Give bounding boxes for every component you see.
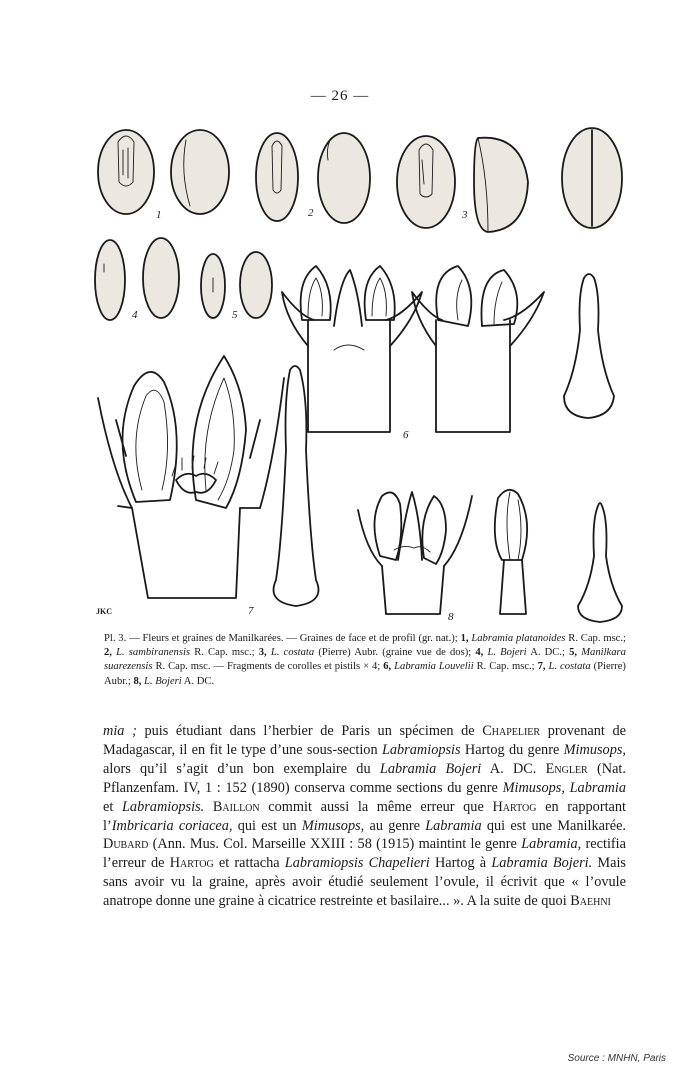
body-italic: Labramiopsis. — [121, 798, 205, 815]
artist-signature: JKC — [96, 607, 112, 616]
caption-text: R. Cap. msc. — Fragments de corolles et pistils × 4; — [155, 661, 381, 673]
body-text: et rattacha — [218, 855, 280, 872]
body-italic: Mimusops, — [563, 741, 626, 758]
seed-figure-3 — [397, 128, 622, 232]
body-text: et — [103, 798, 114, 815]
body-italic: Mimusops, Labramia — [502, 779, 626, 796]
body-text: puis étudiant dans l’herbier de Paris un spécimen de — [144, 723, 475, 739]
author-name: Baehni — [570, 893, 611, 910]
body-text: rectifia l’erreur de — [103, 836, 626, 872]
figure-label-4: 4 — [132, 309, 138, 321]
figure-label-7: 7 — [248, 605, 254, 617]
corolla-figure-6 — [282, 266, 614, 432]
caption-species: Manilkara suarezensis — [104, 647, 626, 673]
body-text: en rapportant l’ — [103, 798, 627, 834]
page-number: — 26 — — [310, 88, 370, 104]
body-text: commit aussi la même erreur que — [268, 798, 484, 815]
body-text: A. DC. — [489, 760, 537, 777]
body-text: provenant de Madagascar, il en fit le type d’une sous-section — [103, 723, 626, 758]
author-name: Hartog — [492, 798, 537, 815]
body-italic: Labramia Bojeri. — [491, 855, 593, 872]
body-italic: Labramia Bojeri — [379, 760, 482, 777]
author-name: Chapelier — [482, 723, 541, 739]
author-name: Baillon — [212, 798, 260, 815]
caption-text: R. Cap. msc.; — [476, 661, 535, 673]
body-italic: mia ; — [103, 723, 137, 739]
body-italic: Labramia, — [521, 836, 582, 853]
caption-text: R. Cap. msc.; — [568, 633, 626, 644]
caption-figure-number: 5, — [569, 647, 578, 659]
caption-species: L. Bojeri — [487, 647, 527, 659]
caption-figure-number: 4, — [475, 647, 484, 659]
author-name: Engler — [545, 760, 588, 777]
body-italic: Labramiopsis Chapelieri — [284, 855, 430, 872]
caption-text: A. DC.; — [530, 647, 565, 659]
caption-figure-number: 7, — [537, 661, 546, 673]
figure-label-2: 2 — [308, 207, 314, 219]
body-italic: Labramia — [425, 817, 482, 834]
caption-figure-number: 2, — [104, 647, 112, 659]
botanical-plate-illustration — [90, 120, 635, 625]
source-credit: Source : MNHN, Paris — [567, 1053, 666, 1064]
body-italic: Mimusops, — [301, 817, 365, 834]
body-text: Hartog du genre — [464, 741, 560, 758]
body-paragraph — [103, 722, 626, 911]
figure-label-5: 5 — [232, 309, 238, 321]
body-italic: Imbricaria coriacea, — [111, 817, 233, 834]
figure-label-3: 3 — [462, 209, 468, 221]
caption-figure-number: 1, — [460, 633, 469, 644]
body-text: qui est une Manilkarée. — [486, 817, 626, 834]
caption-figure-number: 6, — [383, 661, 392, 673]
caption-figure-number: 8, — [133, 675, 142, 687]
body-text: qui est un — [237, 817, 297, 834]
body-text: Mais sans avoir vu la graine, après avoir étudié seulement l’ovule, il écrivit que « l’ovule anatrope donne une graine à cicatrice restreinte et basilaire... ». A la suite de quoi — [103, 855, 626, 910]
caption-text: R. Cap. msc.; — [194, 647, 255, 659]
caption-species: L. Bojeri — [144, 675, 182, 687]
figure-label-8: 8 — [448, 611, 454, 623]
body-italic: Labramiopsis — [381, 741, 461, 758]
figure-label-6: 6 — [403, 429, 409, 441]
corolla-figure-8 — [358, 490, 622, 622]
caption-text: (Pierre) Aubr.; — [104, 661, 626, 687]
caption-figure-number: 3, — [258, 647, 267, 659]
body-text: Hartog à — [434, 855, 487, 872]
seed-figure-1 — [98, 130, 229, 214]
figure-label-1: 1 — [156, 209, 162, 221]
body-text: (Nat. Pflanzenfam. IV, 1 : 152 (1890) conserva comme sections du genre — [103, 760, 626, 796]
caption-species: L. costata — [548, 661, 591, 673]
author-name: Hartog — [169, 855, 214, 872]
caption-species: L. sambiranensis — [116, 647, 191, 659]
caption-species: Labramia platanoides — [471, 633, 566, 644]
caption-species: L. costata — [270, 647, 315, 659]
body-text: (Ann. Mus. Col. Marseille XXIII : 58 (1915) maintint le genre — [152, 836, 517, 853]
caption-species: Labramia Louvelii — [394, 661, 474, 673]
author-name: Dubard — [103, 836, 149, 853]
corolla-figure-7 — [98, 356, 319, 606]
seed-figure-4 — [95, 238, 179, 320]
body-text: au genre — [369, 817, 420, 834]
caption-text: Pl. 3. — Fleurs et graines de Manilkarées. — Graines de face et de profil (gr. nat.); — [104, 633, 458, 644]
figure-caption — [104, 632, 626, 689]
caption-text: A. DC. — [183, 675, 215, 687]
body-text: alors qu’il s’agit d’un bon exemplaire du — [103, 760, 371, 777]
caption-text: (Pierre) Aubr. (graine vue de dos); — [318, 647, 472, 659]
